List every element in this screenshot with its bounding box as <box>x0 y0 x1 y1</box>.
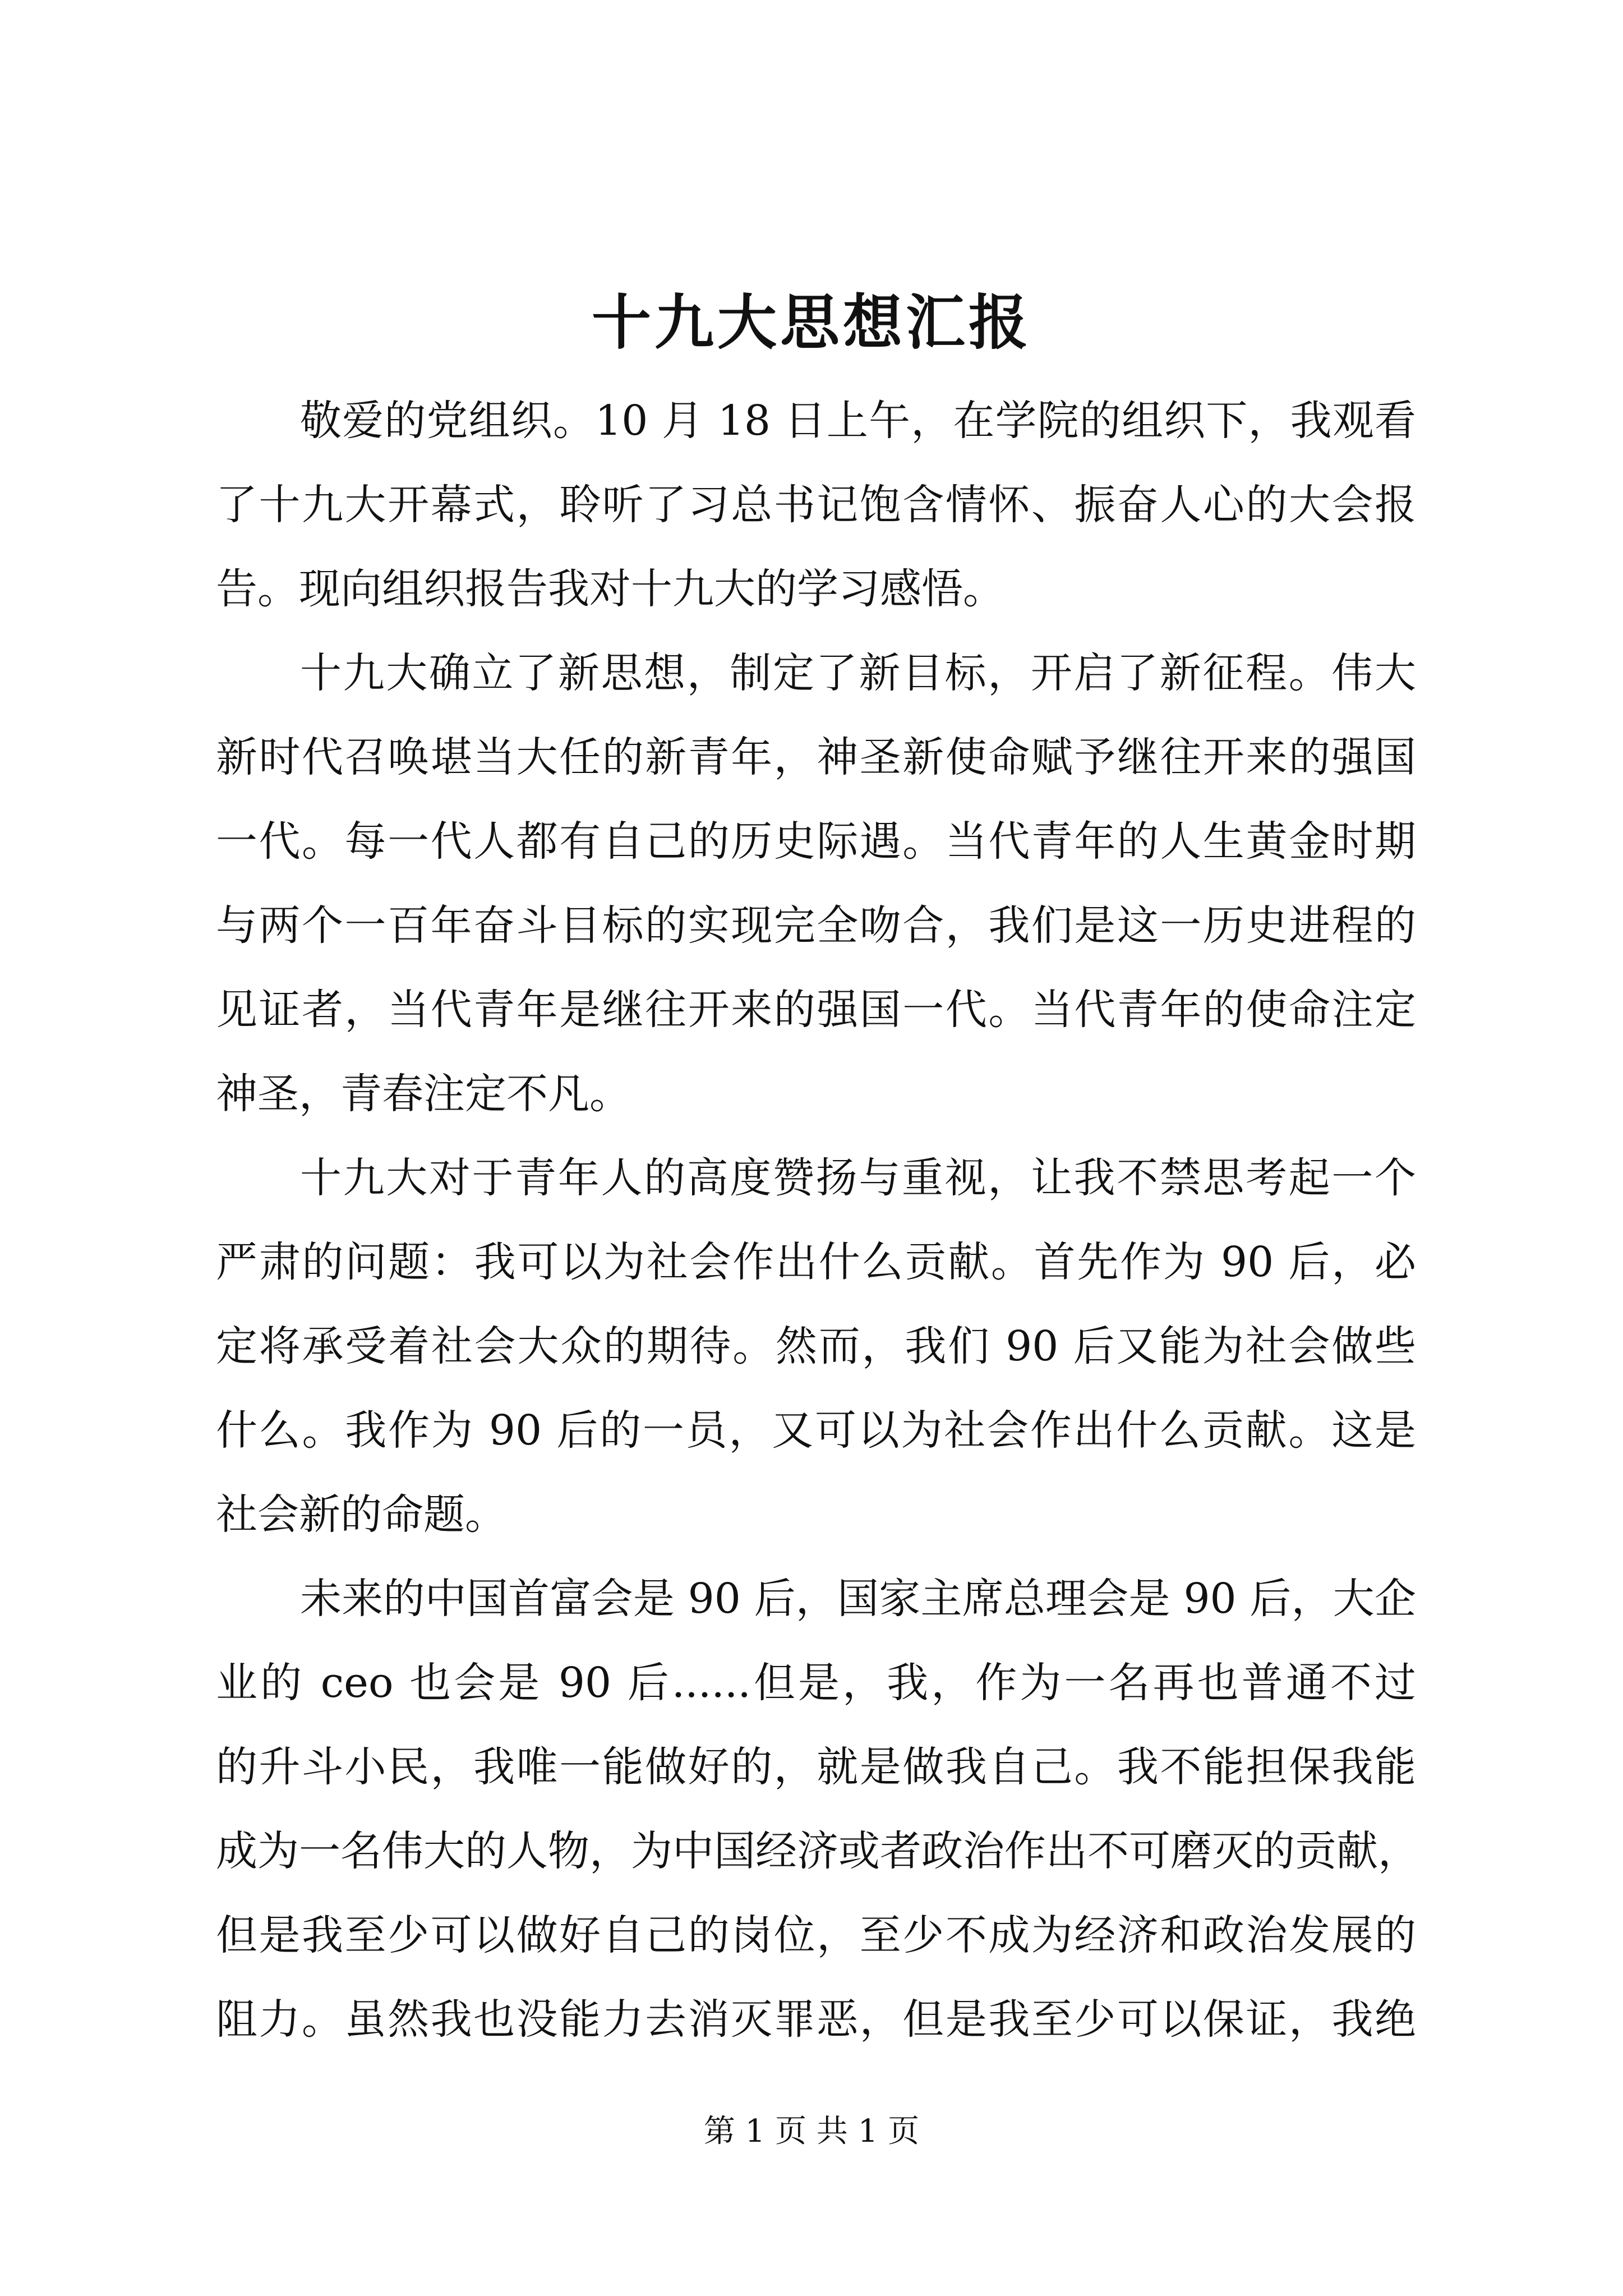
paragraph-line: 定将承受着社会大众的期待。然而，我们 90 后又能为社会做些 <box>216 1322 1416 1370</box>
paragraph-line: 了十九大开幕式，聆听了习总书记饱含情怀、振奋人心的大会报 <box>216 481 1416 529</box>
paragraph-line: 告。现向组织报告我对十九大的学习感悟。 <box>216 565 1004 613</box>
paragraph-line: 未来的中国首富会是 90 后，国家主席总理会是 90 后，大企 <box>300 1575 1416 1623</box>
paragraph-line: 神圣，青春注定不凡。 <box>216 1070 631 1118</box>
paragraph-line: 成为一名伟大的人物，为中国经济或者政治作出不可磨灭的贡献， <box>216 1827 1419 1875</box>
paragraph-line: 与两个一百年奋斗目标的实现完全吻合，我们是这一历史进程的 <box>216 901 1416 950</box>
paragraph-line: 十九大确立了新思想，制定了新目标，开启了新征程。伟大 <box>300 649 1416 697</box>
document-title: 十九大思想汇报 <box>592 287 1031 357</box>
paragraph-line: 敬爱的党组织。10 月 18 日上午，在学院的组织下，我观看 <box>300 397 1416 445</box>
paragraph-line: 阻力。虽然我也没能力去消灭罪恶，但是我至少可以保证，我绝 <box>216 1995 1416 2044</box>
paragraph-line: 的升斗小民，我唯一能做好的，就是做我自己。我不能担保我能 <box>216 1743 1416 1791</box>
paragraph-line: 严肃的问题：我可以为社会作出什么贡献。首先作为 90 后，必 <box>216 1238 1416 1286</box>
paragraph-line: 业的 ceo 也会是 90 后......但是，我，作为一名再也普通不过 <box>216 1659 1416 1707</box>
page-footer: 第 1 页 共 1 页 <box>703 2113 920 2150</box>
paragraph-line: 见证者，当代青年是继往开来的强国一代。当代青年的使命注定 <box>216 986 1416 1034</box>
paragraph-line: 社会新的命题。 <box>216 1490 506 1539</box>
paragraph-line: 什么。我作为 90 后的一员，又可以为社会作出什么贡献。这是 <box>216 1406 1416 1455</box>
paragraph-line: 十九大对于青年人的高度赞扬与重视，让我不禁思考起一个 <box>300 1154 1416 1202</box>
paragraph-line: 但是我至少可以做好自己的岗位，至少不成为经济和政治发展的 <box>216 1911 1416 1959</box>
paragraph-line: 一代。每一代人都有自己的历史际遇。当代青年的人生黄金时期 <box>216 817 1416 866</box>
paragraph-line: 新时代召唤堪当大任的新青年，神圣新使命赋予继往开来的强国 <box>216 733 1416 781</box>
